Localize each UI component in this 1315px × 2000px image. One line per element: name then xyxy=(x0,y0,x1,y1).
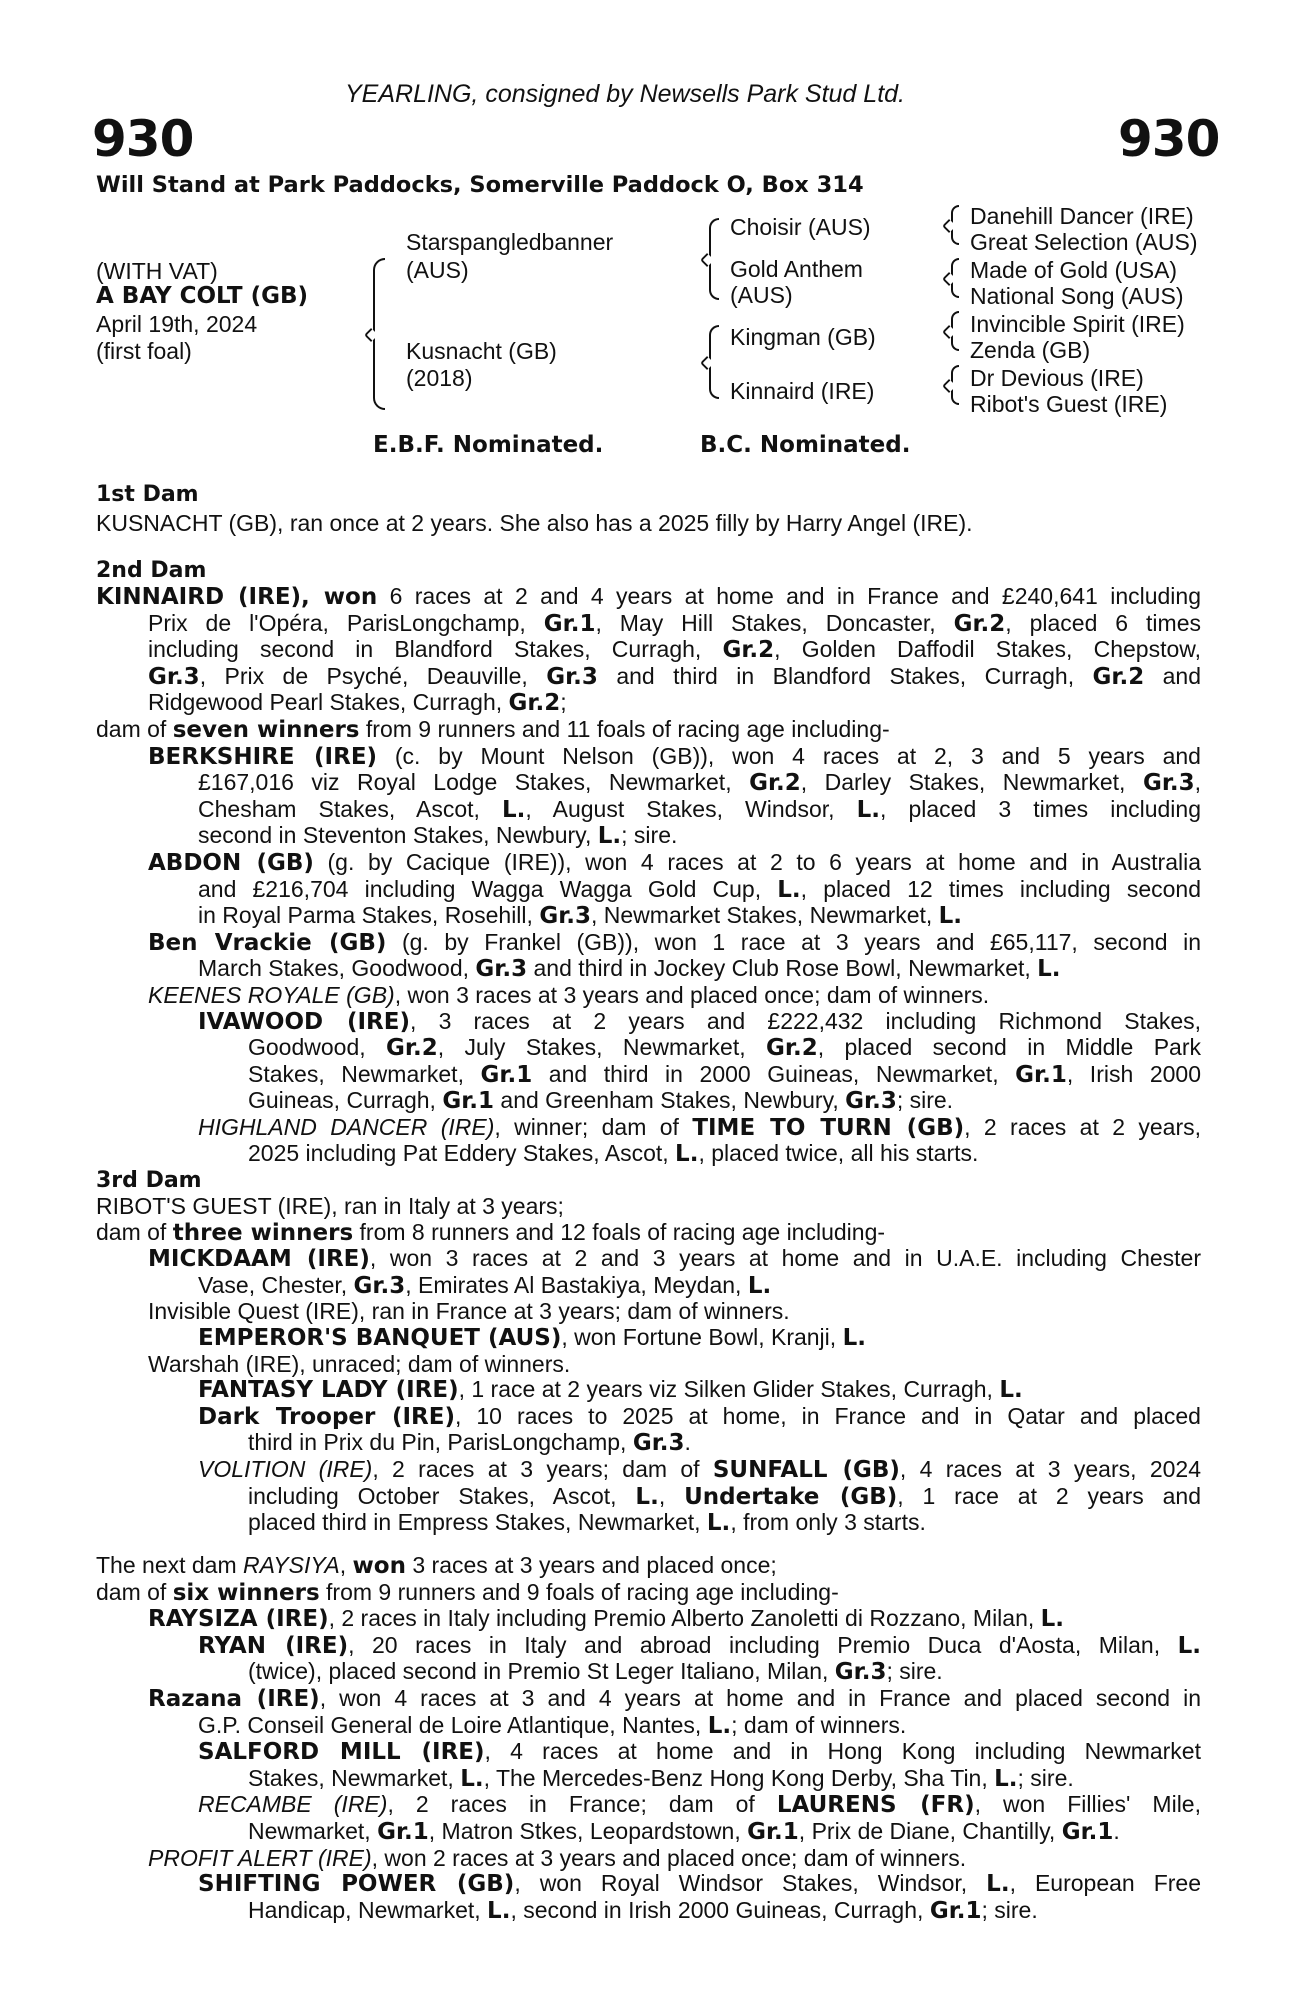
stand-location: Will Stand at Park Paddocks, Somerville Paddock O, Box 314 xyxy=(96,172,864,198)
dam-sire: Kingman (GB) xyxy=(730,324,876,350)
dam-sire-sire: Invincible Spirit (IRE) xyxy=(970,311,1185,337)
pedigree-bracket-2a xyxy=(709,218,719,300)
first-dam-text: KUSNACHT (GB), ran once at 2 years. She also has a 2025 filly by Harry Angel (IRE). xyxy=(96,510,973,536)
td-line: VOLITION (IRE), 2 races at 3 years; dam of SUNFALL (GB), 4 races at 3 years, 2024 xyxy=(198,1455,1201,1483)
dam-dam-dam: Ribot's Guest (IRE) xyxy=(970,391,1168,417)
nd-line: SALFORD MILL (IRE), 4 races at home and in Hong Kong including Newmarket xyxy=(198,1738,1201,1766)
sire-sire-sire: Danehill Dancer (IRE) xyxy=(970,203,1194,229)
sd-line: IVAWOOD (IRE), 3 races at 2 years and £222,432 including Richmond Stakes, xyxy=(198,1007,1202,1035)
td-line: MICKDAAM (IRE), won 3 races at 2 and 3 years at home and in U.A.E. including Chester xyxy=(148,1245,1201,1273)
lot-number-left: 930 xyxy=(92,110,194,168)
nd-line: Stakes, Newmarket, L., The Mercedes-Benz Hong Kong Derby, Sha Tin, L.; sire. xyxy=(248,1764,1074,1792)
sd-line: £167,016 viz Royal Lodge Stakes, Newmarket, Gr.2, Darley Stakes, Newmarket, Gr.3, xyxy=(198,769,1202,797)
nd-line: G.P. Conseil General de Loire Atlantique, Nantes, L.; dam of winners. xyxy=(198,1711,907,1739)
nd-line: RAYSIZA (IRE), 2 races in Italy including Premio Alberto Zanoletti di Rozzano, Milan, L. xyxy=(148,1605,1065,1633)
ebf-nomination: E.B.F. Nominated. xyxy=(373,432,604,458)
sire-sire: Choisir (AUS) xyxy=(730,214,871,240)
nd-line: RYAN (IRE), 20 races in Italy and abroad including Premio Duca d'Aosta, Milan, L. xyxy=(198,1631,1201,1659)
pedigree-bracket-2b xyxy=(709,325,719,399)
sd-line: KINNAIRD (IRE), won 6 races at 2 and 4 years at home and in France and £240,641 including xyxy=(96,583,1201,610)
sire-dam-name: Gold Anthem xyxy=(730,256,863,282)
second-dam-heading: 2nd Dam xyxy=(96,558,207,583)
consignment-line: YEARLING, consigned by Newsells Park Stud Ltd. xyxy=(345,80,905,108)
pedigree-bracket-3a xyxy=(951,205,959,245)
sd-line: Gr.3, Prix de Psyché, Deauville, Gr.3 and third in Blandford Stakes, Curragh, Gr.2 and xyxy=(148,662,1202,690)
nd-line: The next dam RAYSIYA, won 3 races at 3 years and placed once; xyxy=(96,1552,777,1579)
pedigree-bracket-1 xyxy=(373,258,385,410)
pedigree-bracket-3d xyxy=(951,365,959,405)
nd-line: RECAMBE (IRE), 2 races in France; dam of LAURENS (FR), won Fillies' Mile, xyxy=(198,1791,1201,1819)
sd-line: Ridgewood Pearl Stakes, Curragh, Gr.2; xyxy=(148,689,567,717)
td-line: third in Prix du Pin, ParisLongchamp, Gr.3. xyxy=(248,1429,691,1457)
td-line: dam of three winners from 8 runners and 12 foals of racing age including- xyxy=(96,1218,886,1246)
sire-name: Starspangledbanner xyxy=(406,229,614,255)
sd-line: March Stakes, Goodwood, Gr.3 and third in Jockey Club Rose Bowl, Newmarket, L. xyxy=(198,955,1061,983)
sd-line: in Royal Parma Stakes, Rosehill, Gr.3, Newmarket Stakes, Newmarket, L. xyxy=(198,902,963,930)
nd-line: SHIFTING POWER (GB), won Royal Windsor Stakes, Windsor, L., European Free xyxy=(198,1870,1201,1898)
pedigree-bracket-3b xyxy=(951,258,959,298)
sd-line: BERKSHIRE (IRE) (c. by Mount Nelson (GB)), won 4 races at 2, 3 and 5 years and xyxy=(148,742,1201,770)
first-dam-heading: 1st Dam xyxy=(96,482,199,507)
sire-dam-origin: (AUS) xyxy=(730,282,793,308)
dam-sire-dam: Zenda (GB) xyxy=(970,337,1091,363)
nd-line: Razana (IRE), won 4 races at 3 and 4 years at home and in France and placed second in xyxy=(148,1684,1201,1712)
sd-line: Guineas, Curragh, Gr.1 and Greenham Stakes, Newbury, Gr.3; sire. xyxy=(248,1087,954,1115)
foaling-date: April 19th, 2024 xyxy=(96,311,258,337)
sd-line: and £216,704 including Wagga Wagga Gold Cup, L., placed 12 times including second xyxy=(198,875,1202,903)
sd-line: second in Steventon Stakes, Newbury, L.; sire. xyxy=(198,822,678,850)
sire-sire-dam: Great Selection (AUS) xyxy=(970,229,1198,255)
td-line: EMPEROR'S BANQUET (AUS), won Fortune Bowl, Kranji, L. xyxy=(198,1323,866,1351)
lot-number-right: 930 xyxy=(1118,110,1220,168)
sd-line: HIGHLAND DANCER (IRE), winner; dam of TIME TO TURN (GB), 2 races at 2 years, xyxy=(198,1113,1201,1141)
dam-dam: Kinnaird (IRE) xyxy=(730,378,875,404)
nd-line: Newmarket, Gr.1, Matron Stkes, Leopardstown, Gr.1, Prix de Diane, Chantilly, Gr.1. xyxy=(248,1817,1120,1845)
pedigree-bracket-3c xyxy=(951,311,959,351)
sd-line: dam of seven winners from 9 runners and 11 foals of racing age including- xyxy=(96,715,890,743)
foal-note: (first foal) xyxy=(96,338,192,364)
td-line: including October Stakes, Ascot, L., Undertake (GB), 1 race at 2 years and xyxy=(248,1482,1201,1510)
sd-line: Stakes, Newmarket, Gr.1 and third in 2000 Guineas, Newmarket, Gr.1, Irish 2000 xyxy=(248,1060,1201,1088)
third-dam-body xyxy=(96,1194,1201,1537)
td-line: placed third in Empress Stakes, Newmarket, L., from only 3 starts. xyxy=(248,1509,926,1537)
sire-dam-dam: National Song (AUS) xyxy=(970,283,1184,309)
sd-line: 2025 including Pat Eddery Stakes, Ascot, L., placed twice, all his starts. xyxy=(248,1140,979,1168)
third-dam-heading: 3rd Dam xyxy=(96,1168,202,1193)
td-line: Dark Trooper (IRE), 10 races to 2025 at home, in France and in Qatar and placed xyxy=(198,1402,1201,1430)
sd-line: Chesham Stakes, Ascot, L., August Stakes, Windsor, L., placed 3 times including xyxy=(198,795,1201,823)
nd-line: (twice), placed second in Premio St Leger Italiano, Milan, Gr.3; sire. xyxy=(248,1658,943,1686)
sd-line: including second in Blandford Stakes, Curragh, Gr.2, Golden Daffodil Stakes, Chepstow, xyxy=(148,636,1201,664)
nd-line: Handicap, Newmarket, L., second in Irish 2000 Guineas, Curragh, Gr.1; sire. xyxy=(248,1896,1038,1924)
td-line: FANTASY LADY (IRE), 1 race at 2 years viz Silken Glider Stakes, Curragh, L. xyxy=(198,1376,1023,1404)
dam-year: (2018) xyxy=(406,365,473,391)
horse-title: A BAY COLT (GB) xyxy=(96,283,309,309)
dam-dam-sire: Dr Devious (IRE) xyxy=(970,365,1144,391)
td-line: Vase, Chester, Gr.3, Emirates Al Bastakiya, Meydan, L. xyxy=(198,1271,772,1299)
td-line: RIBOT'S GUEST (IRE), ran in Italy at 3 years; xyxy=(96,1193,564,1219)
dam-name: Kusnacht (GB) xyxy=(406,338,557,364)
sd-line: Prix de l'Opéra, ParisLongchamp, Gr.1, May Hill Stakes, Doncaster, Gr.2, placed 6 times xyxy=(148,609,1201,637)
second-dam-body xyxy=(96,584,1201,1168)
sd-line: Ben Vrackie (GB) (g. by Frankel (GB)), won 1 race at 3 years and £65,117, second in xyxy=(148,928,1201,956)
nd-line: dam of six winners from 9 runners and 9 foals of racing age including- xyxy=(96,1578,839,1606)
td-line: Invisible Quest (IRE), ran in France at 3 years; dam of winners. xyxy=(148,1298,790,1325)
bc-nomination: B.C. Nominated. xyxy=(700,432,911,458)
nd-line: PROFIT ALERT (IRE), won 2 races at 3 years and placed once; dam of winners. xyxy=(148,1844,967,1871)
sd-line: ABDON (GB) (g. by Cacique (IRE)), won 4 races at 2 to 6 years at home and in Australia xyxy=(148,848,1202,876)
sire-origin: (AUS) xyxy=(406,257,469,283)
sd-line: Goodwood, Gr.2, July Stakes, Newmarket, Gr.2, placed second in Middle Park xyxy=(248,1034,1202,1062)
sire-dam-sire: Made of Gold (USA) xyxy=(970,257,1178,283)
sd-line: KEENES ROYALE (GB), won 3 races at 3 years and placed once; dam of winners. xyxy=(148,981,990,1008)
vat-note: (WITH VAT) xyxy=(96,258,218,284)
next-dam-body xyxy=(96,1553,1201,1924)
td-line: Warshah (IRE), unraced; dam of winners. xyxy=(148,1350,571,1377)
